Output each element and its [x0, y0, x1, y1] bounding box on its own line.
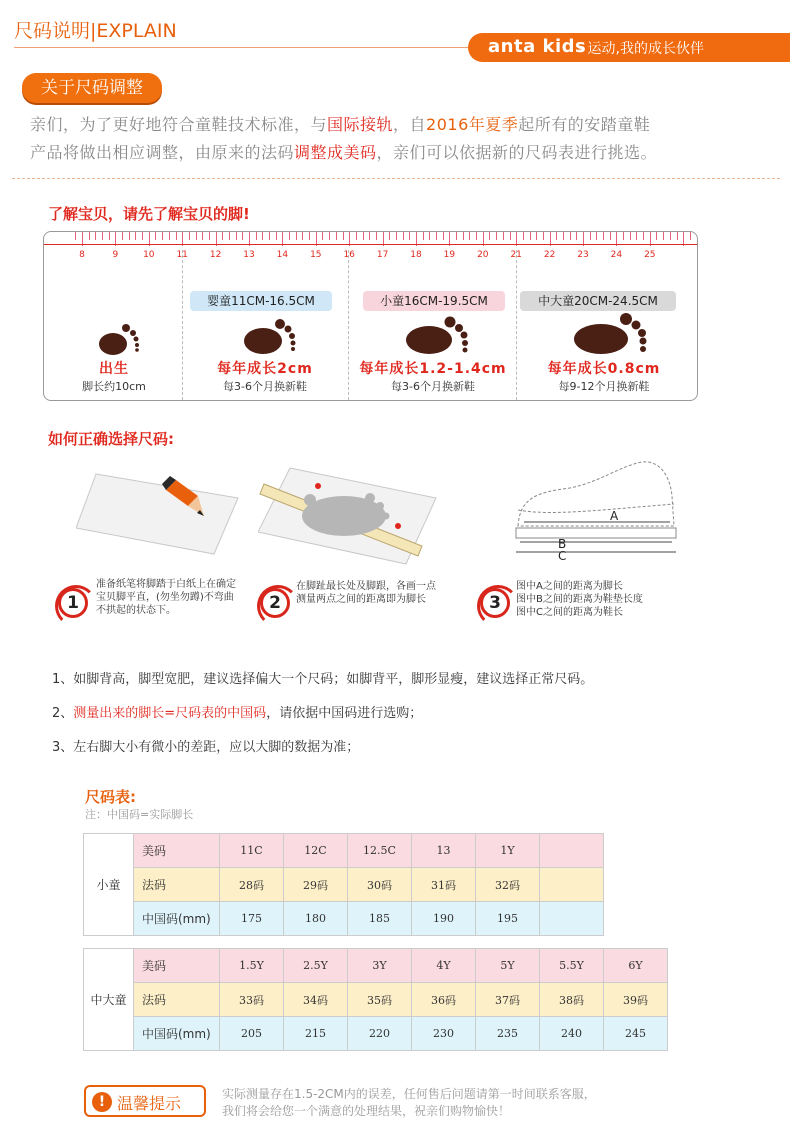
rule-number: 2、 [52, 706, 74, 721]
ruler-tick [530, 232, 531, 240]
ruler-tick [109, 232, 110, 240]
ruler-number: 9 [112, 250, 119, 260]
ruler-baseline [44, 244, 697, 245]
tip-line-2: 我们将会给您一个满意的处理结果，祝亲们购物愉快！ [222, 1104, 511, 1118]
brand-banner [468, 33, 790, 62]
growth-rate-small: 每年成长1.2-1.4cm [359, 361, 507, 377]
table-cell: 39码 [604, 983, 668, 1017]
ruler-tick [269, 232, 270, 240]
step-number-3: 3 [480, 588, 510, 618]
text-segment: ，亲们可以依据新的尺码表进行挑选。 [376, 143, 658, 162]
ruler-tick [162, 232, 163, 240]
stage-pill-small: 小童16CM-19.5CM [363, 291, 505, 311]
table-cell: 4Y [412, 949, 476, 983]
ruler-tick [543, 232, 544, 240]
group-label-big: 中大童 [84, 949, 134, 1051]
ruler-tick [590, 232, 591, 240]
ruler-tick [369, 232, 370, 240]
brand-slogan: - 运动,我的成长伙伴 [578, 41, 704, 57]
ruler-tick [636, 232, 637, 240]
ruler-tick [396, 232, 397, 240]
ruler-tick [603, 232, 604, 240]
ruler-tick [276, 232, 277, 240]
ruler-tick [256, 232, 257, 240]
rule-3: 3、左右脚大小有微小的差距，应以大脚的数据为准； [52, 740, 360, 755]
step-3-text [516, 580, 643, 619]
table-cell: 30码 [348, 868, 412, 902]
ruler-tick [169, 232, 170, 240]
stage-pill-infant: 婴童11CM-16.5CM [190, 291, 332, 311]
foot-measure-illustration [258, 462, 438, 566]
ruler-tick [690, 232, 691, 240]
ruler-tick [122, 232, 123, 240]
rule-text: ，请依据中国码进行选购； [266, 706, 423, 721]
ruler-tick [576, 232, 577, 240]
table-cell: 1.5Y [220, 949, 284, 983]
ruler-tick [523, 232, 524, 240]
stage-divider [348, 250, 349, 400]
ruler-tick [229, 232, 230, 240]
step-2-text [296, 580, 436, 606]
table-cell: 33码 [220, 983, 284, 1017]
stage-pill-big: 中大童20CM-24.5CM [520, 291, 676, 311]
table-cell: 235 [476, 1017, 540, 1051]
ruler-tick [610, 232, 611, 240]
step-line: 图中C之间的距离为鞋长 [516, 607, 623, 618]
table-cell: 13 [412, 834, 476, 868]
warm-tip-label: 温馨提示 [117, 1094, 182, 1113]
table-cell: 220 [348, 1017, 412, 1051]
ruler-tick [677, 232, 678, 240]
table-cell: 36码 [412, 983, 476, 1017]
stage-divider [182, 250, 183, 400]
ruler-tick [202, 232, 203, 240]
row-label-fr: 法码 [134, 868, 220, 902]
table-row [84, 949, 668, 983]
table-cell [540, 868, 604, 902]
page-title: 尺码说明|EXPLAIN [14, 20, 177, 42]
ruler-number: 14 [276, 250, 289, 260]
ruler-tick [536, 232, 537, 240]
ruler-tick [463, 232, 464, 240]
ruler-tick [363, 232, 364, 240]
ruler-tick [262, 232, 263, 240]
foot-length-note: 脚长约10cm [82, 380, 146, 393]
ruler-tick [623, 232, 624, 240]
ruler-tick [443, 232, 444, 240]
growth-rate-big: 每年成长0.8cm [547, 361, 661, 377]
rule-2 [52, 702, 422, 721]
ruler-tick [670, 232, 671, 240]
ruler-tick [222, 232, 223, 240]
size-table-note: 注：中国码=实际脚长 [85, 808, 194, 821]
growth-birth: 出生 [99, 361, 129, 377]
ruler-tick [129, 232, 130, 240]
footprint-icon [572, 310, 648, 358]
text-segment: ，自 [393, 115, 427, 134]
ruler-tick [209, 232, 210, 240]
ruler-tick [489, 232, 490, 240]
table-cell: 38码 [540, 983, 604, 1017]
row-label-us: 美码 [134, 834, 220, 868]
growth-rate-infant: 每年成长2cm [217, 361, 313, 377]
ruler-number: 23 [577, 250, 589, 260]
ruler-tick [503, 232, 504, 240]
ruler-tick [302, 232, 303, 240]
table-cell: 230 [412, 1017, 476, 1051]
table-cell: 6Y [604, 949, 668, 983]
ruler-tick [409, 232, 410, 240]
growth-heading: 了解宝贝，请先了解宝贝的脚! [48, 205, 250, 223]
table-cell: 11C [220, 834, 284, 868]
ruler-number: 12 [209, 250, 222, 260]
table-cell: 12.5C [348, 834, 412, 868]
footprint-icon [242, 316, 298, 358]
ruler-number: 25 [644, 250, 656, 260]
ruler-tick [476, 232, 477, 240]
table-cell: 31码 [412, 868, 476, 902]
table-cell: 190 [412, 902, 476, 936]
table-cell: 32码 [476, 868, 540, 902]
table-cell: 175 [220, 902, 284, 936]
ruler-tick [630, 232, 631, 240]
table-row [84, 868, 604, 902]
rule-1: 1、如脚背高，脚型宽肥，建议选择偏大一个尺码；如脚背平，脚形显瘦，建议选择正常尺码。 [52, 672, 594, 687]
ruler-number: 18 [410, 250, 422, 260]
ruler-tick [95, 232, 96, 240]
table-cell: 28码 [220, 868, 284, 902]
ruler-tick [296, 232, 297, 240]
ruler-tick [89, 232, 90, 240]
ruler-tick [563, 232, 564, 240]
ruler-number: 22 [543, 250, 556, 260]
table-cell: 5.5Y [540, 949, 604, 983]
ruler-number: 19 [443, 250, 456, 260]
ruler-tick [236, 232, 237, 240]
rule-highlight: 测量出来的脚长=尺码表的中国码 [73, 706, 267, 721]
text-segment: 产品将做出相应调整，由原来的法码 [30, 143, 295, 162]
adjustment-badge: 关于尺码调整 [22, 73, 162, 103]
growth-ruler-panel [43, 231, 698, 401]
step-number-1: 1 [58, 588, 88, 618]
highlight-international: 国际接轨 [327, 115, 394, 134]
table-cell [540, 902, 604, 936]
ruler-tick [556, 232, 557, 240]
row-label-cn: 中国码(mm) [134, 1017, 220, 1051]
table-cell: 240 [540, 1017, 604, 1051]
ruler-tick [510, 232, 511, 240]
highlight-date: 2016年夏季 [426, 115, 519, 134]
ruler-tick [456, 232, 457, 240]
text-segment: 起所有的安踏童鞋 [518, 115, 651, 134]
exclamation-icon: ! [92, 1092, 112, 1112]
size-table-big [83, 948, 668, 1051]
table-cell: 180 [284, 902, 348, 936]
ruler-tick [496, 232, 497, 240]
ruler-tick [469, 232, 470, 240]
choose-heading: 如何正确选择尺码: [48, 430, 174, 448]
ruler-tick [389, 232, 390, 240]
table-row [84, 1017, 668, 1051]
ruler-tick [329, 232, 330, 240]
ruler-tick [75, 232, 76, 240]
brand-logo: anta kids [488, 36, 587, 57]
ruler-number: 10 [143, 250, 155, 260]
row-label-fr: 法码 [134, 983, 220, 1017]
table-cell: 37码 [476, 983, 540, 1017]
ruler-tick [102, 232, 103, 240]
table-cell: 2.5Y [284, 949, 348, 983]
ruler-tick [242, 232, 243, 240]
table-cell: 5Y [476, 949, 540, 983]
ruler-tick [423, 232, 424, 240]
adjustment-paragraph-line1 [30, 112, 650, 135]
table-cell: 35码 [348, 983, 412, 1017]
ruler-tick [289, 232, 290, 240]
replace-note-big: 每9-12个月换新鞋 [558, 380, 650, 393]
ruler-number: 20 [477, 250, 489, 260]
replace-note-small: 每3-6个月换新鞋 [391, 380, 475, 393]
stage-divider [516, 250, 517, 400]
table-cell: 1Y [476, 834, 540, 868]
ruler-tick [403, 232, 404, 240]
table-cell: 29码 [284, 868, 348, 902]
row-label-us: 美码 [134, 949, 220, 983]
ruler-tick [189, 232, 190, 240]
ruler-tick [596, 232, 597, 240]
ruler-tick [429, 232, 430, 240]
ruler-tick [663, 232, 664, 240]
label-c: C [558, 549, 567, 563]
ruler-number: 8 [79, 250, 85, 260]
ruler-tick [135, 232, 136, 240]
ruler-tick [343, 232, 344, 240]
step-line: 图中B之间的距离为鞋垫长度 [516, 594, 643, 605]
text-segment: 亲们，为了更好地符合童鞋技术标准，与 [30, 115, 328, 134]
group-label-small: 小童 [84, 834, 134, 936]
tip-line-1: 实际测量存在1.5-2CM内的误差，任何售后问题请第一时间联系客服， [222, 1087, 596, 1101]
section-divider [12, 178, 780, 179]
warm-tip-badge [84, 1085, 206, 1117]
ruler-number: 24 [610, 250, 623, 260]
footprint-icon [404, 314, 470, 358]
table-cell: 195 [476, 902, 540, 936]
ruler-number: 21 [510, 250, 522, 260]
table-row [84, 902, 604, 936]
step-line: 在脚趾最长处及脚跟，各画一点 [296, 581, 436, 592]
ruler-number: 13 [243, 250, 255, 260]
shoe-diagram-illustration [510, 456, 680, 568]
label-b: B [558, 537, 567, 551]
paper-pencil-illustration [76, 468, 240, 558]
ruler-tick [436, 232, 437, 240]
step-line: 图中A之间的距离为脚长 [516, 581, 623, 592]
step-number-2: 2 [260, 588, 290, 618]
label-a: A [610, 509, 619, 523]
ruler-tick [155, 232, 156, 240]
table-cell: 205 [220, 1017, 284, 1051]
ruler-tick [570, 232, 571, 240]
ruler-tick [656, 232, 657, 240]
ruler-tick [176, 232, 177, 240]
row-label-cn: 中国码(mm) [134, 902, 220, 936]
table-cell: 185 [348, 902, 412, 936]
table-cell [540, 834, 604, 868]
ruler-tick [643, 232, 644, 240]
ruler-tick [376, 232, 377, 240]
size-table-small [83, 833, 604, 936]
table-cell: 215 [284, 1017, 348, 1051]
footprint-icon [96, 320, 142, 358]
ruler-tick [336, 232, 337, 240]
ruler-tick [356, 232, 357, 240]
step-line: 不拱起的状态下。 [96, 605, 176, 616]
ruler-tick [142, 232, 143, 240]
size-table-title: 尺码表: [85, 788, 136, 806]
step-line: 准备纸笔将脚踏于白纸上在确定 [96, 579, 236, 590]
table-row [84, 983, 668, 1017]
ruler-tick [309, 232, 310, 240]
step-line: 宝贝脚平直，(勿坐勿蹲)不弯曲 [96, 592, 234, 603]
ruler-tick [322, 232, 323, 240]
table-cell: 12C [284, 834, 348, 868]
ruler-number: 15 [310, 250, 322, 260]
table-row [84, 834, 604, 868]
ruler-number: 17 [376, 250, 389, 260]
step-line: 测量两点之间的距离即为脚长 [296, 594, 426, 605]
ruler-number: 16 [343, 250, 355, 260]
replace-note-infant: 每3-6个月换新鞋 [223, 380, 307, 393]
table-cell: 3Y [348, 949, 412, 983]
foot-ruler [44, 232, 697, 272]
ruler-tick [196, 232, 197, 240]
step-1-text [96, 578, 236, 617]
highlight-us-size: 调整成美码 [294, 143, 377, 162]
ruler-number: 11 [176, 250, 188, 260]
table-cell: 34码 [284, 983, 348, 1017]
adjustment-paragraph-line2 [30, 140, 657, 163]
table-cell: 245 [604, 1017, 668, 1051]
